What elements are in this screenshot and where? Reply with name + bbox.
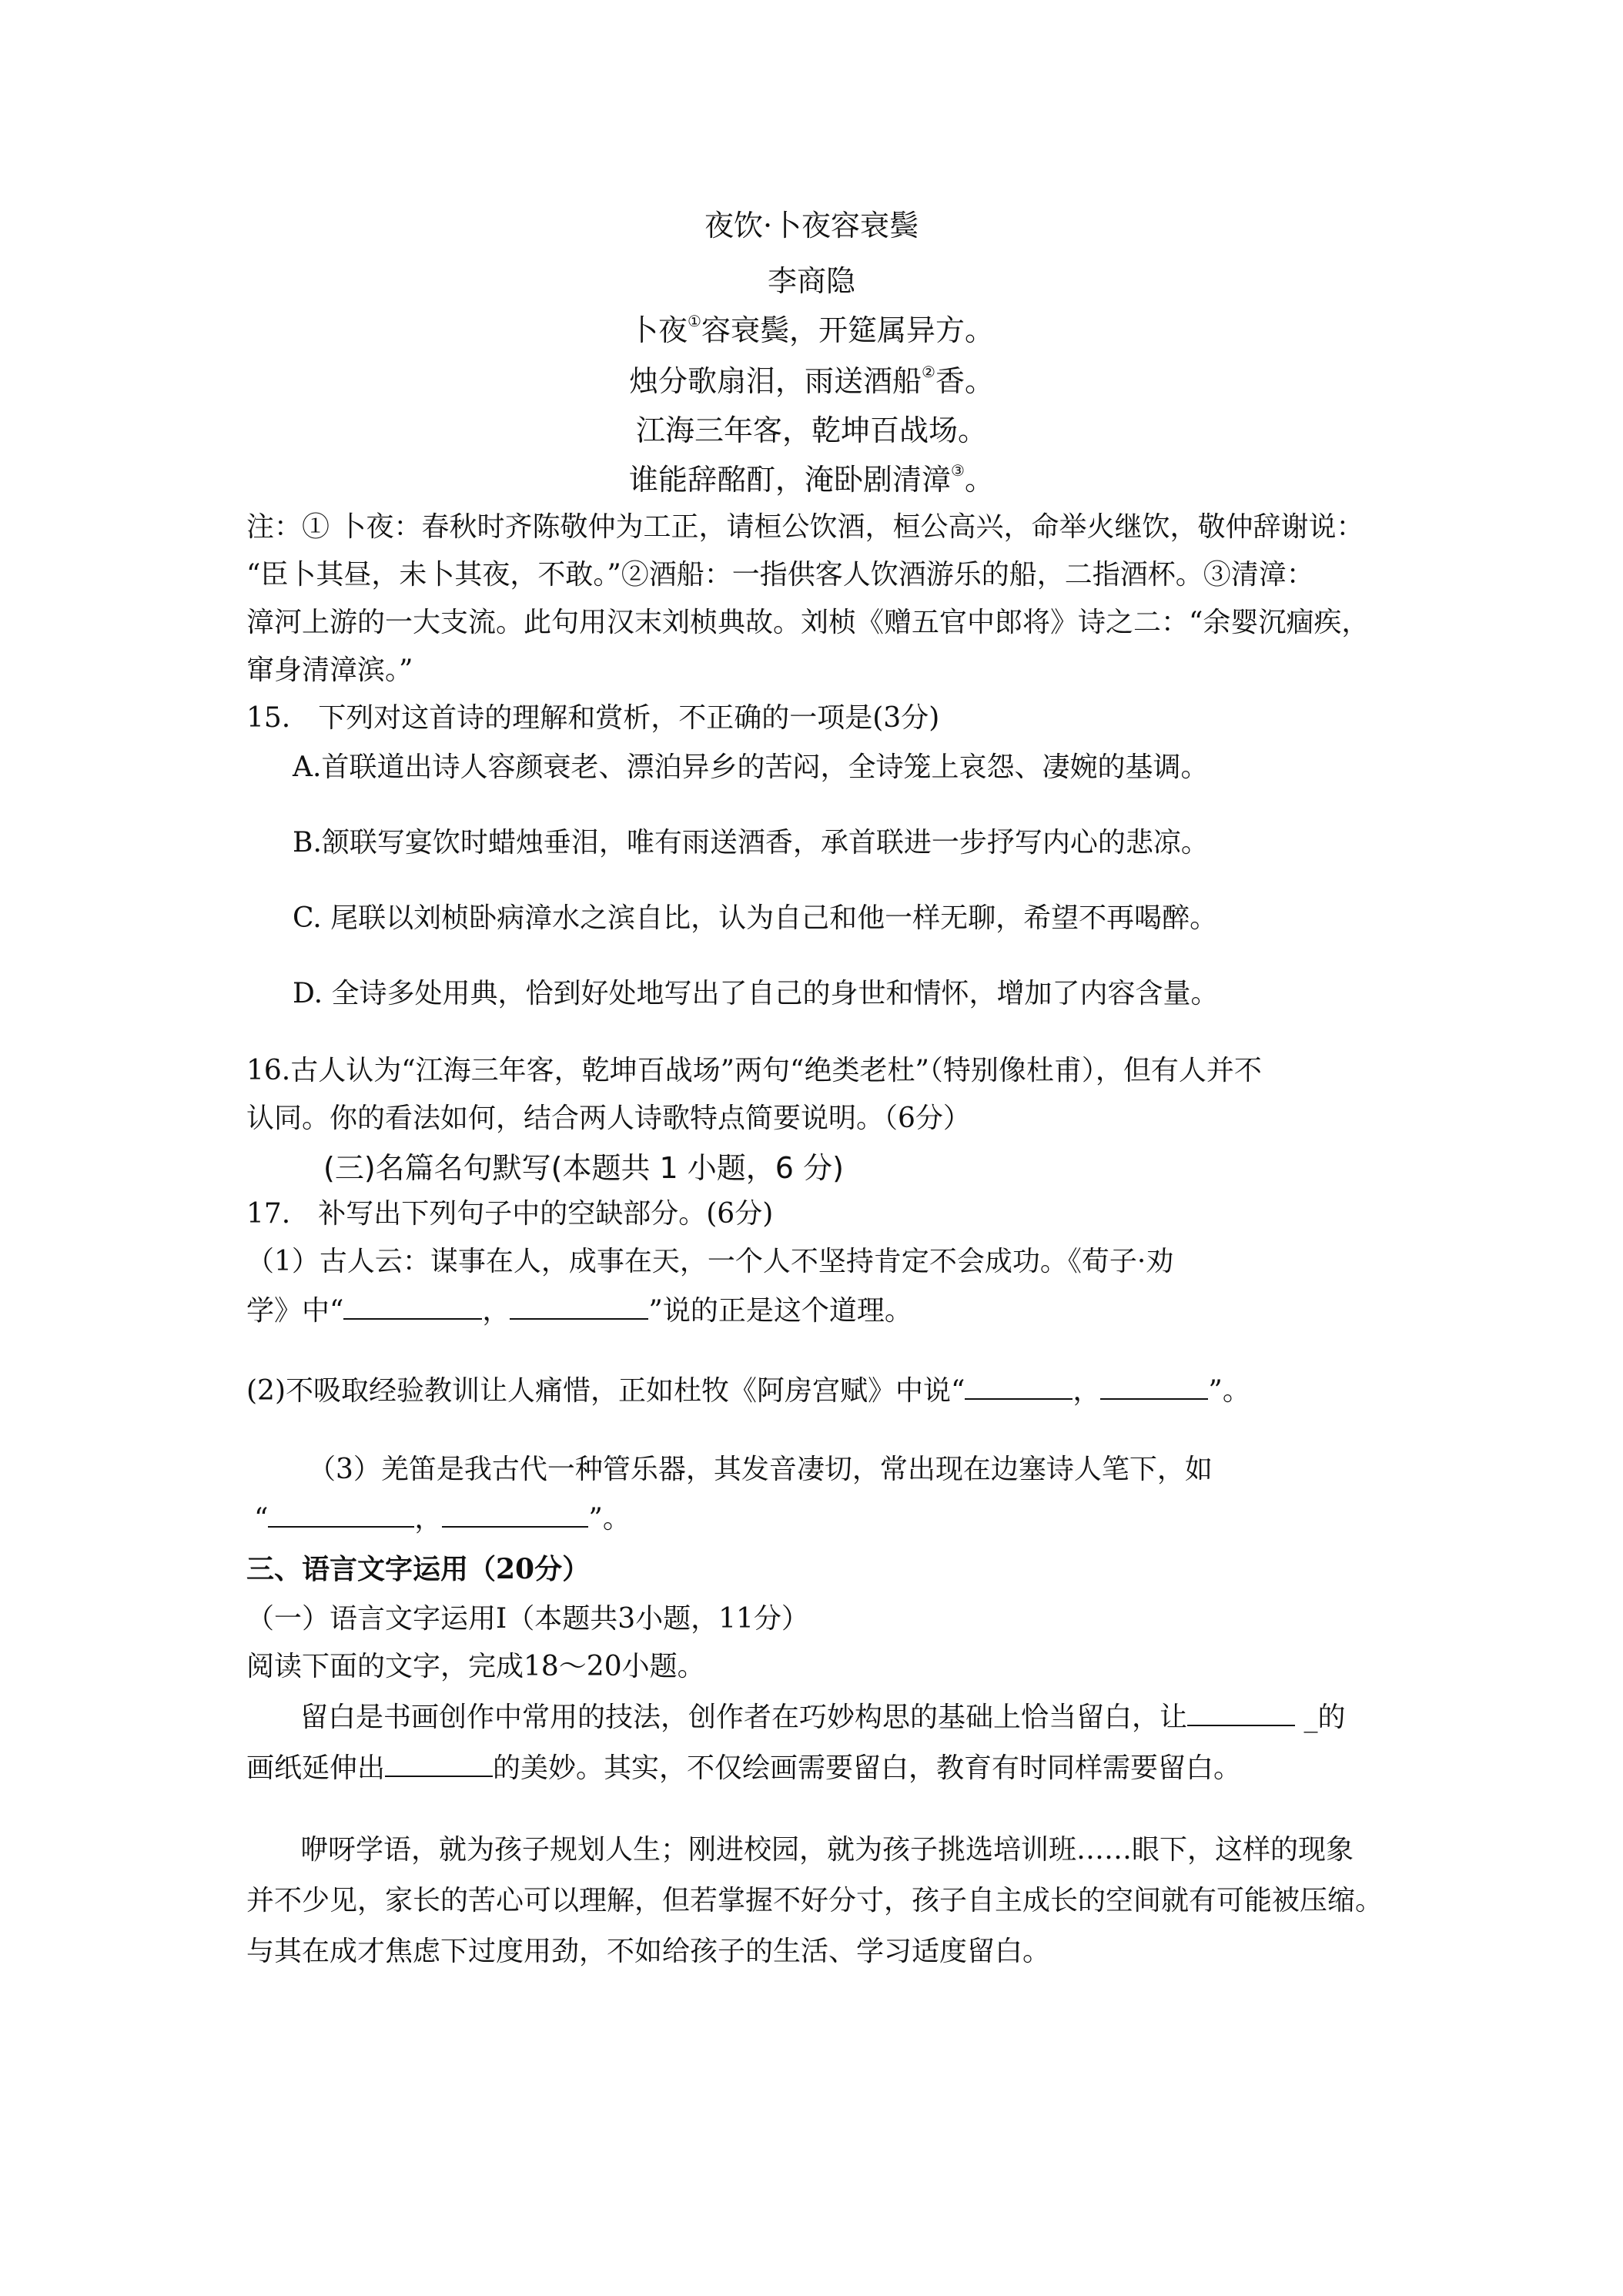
passage-line: 与其在成才焦虑下过度用劲，不如给孩子的生活、学习适度留白。 — [246, 1936, 1051, 1967]
answer-blank — [1187, 1725, 1295, 1726]
answer-blank — [268, 1526, 414, 1528]
question-15-option-b: B.颔联写宴饮时蜡烛垂泪，唯有雨送酒香，承首联进一步抒写内心的悲凉。 — [293, 827, 1209, 858]
passage-line: 并不少见，家长的苦心可以理解，但若掌握不好分寸，孩子自主成长的空间就有可能被压缩。 — [246, 1885, 1384, 1916]
question-16-line: 认同。你的看法如何，结合两人诗歌特点简要说明。（6分） — [246, 1103, 971, 1134]
question-17-1-line: （1）古人云：谋事在人，成事在天，一个人不坚持肯定不会成功。《荀子·劝 — [246, 1246, 1174, 1277]
answer-blank — [385, 1776, 493, 1777]
note-line: 注：① 卜夜：春秋时齐陈敬仲为工正，请桓公饮酒，桓公高兴，命举火继饮，敬仲辞谢说： — [246, 511, 1364, 543]
question-17-1-line: 学》中“ ， ”说的正是这个道理。 — [246, 1295, 912, 1327]
part-sub-heading: （一）语言文字运用Ⅰ（本题共3小题，11分） — [246, 1603, 809, 1635]
section-heading: (三)名篇名句默写(本题共 1 小题，6 分) — [323, 1151, 844, 1185]
answer-blank — [965, 1398, 1073, 1400]
passage-line: 画纸延伸出 的美妙。其实，不仅绘画需要留白，教育有时同样需要留白。 — [246, 1752, 1242, 1784]
reading-instruction: 阅读下面的文字，完成18～20小题。 — [246, 1651, 705, 1682]
question-17-3-line: “ ， ”。 — [254, 1503, 631, 1535]
passage-line: 留白是书画创作中常用的技法，创作者在巧妙构思的基础上恰当留白，让 _的 — [300, 1702, 1346, 1733]
note-line: 窜身清漳滨。” — [246, 654, 413, 686]
poem-title: 夜饮·卜夜容衰鬓 — [704, 209, 919, 243]
question-17-stem: 17. 补写出下列句子中的空缺部分。(6分) — [246, 1198, 774, 1230]
question-17-2-line: (2)不吸取经验教训让人痛惜，正如杜牧《阿房宫赋》中说“ ， ”。 — [246, 1375, 1250, 1407]
question-15-option-c: C. 尾联以刘桢卧病漳水之滨自比，认为自己和他一样无聊，希望不再喝醉。 — [293, 902, 1218, 934]
poem-author: 李商隐 — [767, 264, 855, 298]
question-15-option-d: D. 全诗多处用典，恰到好处地写出了自己的身世和情怀，增加了内容含量。 — [293, 978, 1219, 1009]
poem-line-1: 卜夜①容衰鬓，开筵属异方。 — [629, 312, 994, 347]
answer-blank — [343, 1318, 482, 1320]
answer-blank — [1100, 1398, 1208, 1400]
poem-line-2: 烛分歌扇泪，雨送酒船②香。 — [629, 363, 994, 398]
part-heading: 三、语言文字运用（20分） — [246, 1553, 591, 1585]
question-15-option-a: A.首联道出诗人容颜衰老、漂泊异乡的苦闷，全诗笼上哀怨、凄婉的基调。 — [293, 751, 1209, 783]
passage-line: 咿呀学语，就为孩子规划人生；刚进校园，就为孩子挑选培训班……眼下，这样的现象 — [300, 1834, 1354, 1866]
answer-blank — [510, 1318, 648, 1320]
question-15-stem: 15. 下列对这首诗的理解和赏析，不正确的一项是(3分) — [246, 702, 940, 734]
note-line: “臣卜其昼，未卜其夜，不敢。”②酒船：一指供客人饮酒游乐的船，二指酒杯。③清漳： — [246, 559, 1314, 591]
answer-blank — [442, 1526, 588, 1528]
question-16-line: 16.古人认为“江海三年客，乾坤百战场”两句“绝类老杜”（特别像杜甫），但有人并不 — [246, 1055, 1262, 1086]
poem-line-3: 江海三年客，乾坤百战场。 — [635, 413, 987, 447]
note-line: 漳河上游的一大支流。此句用汉末刘桢典故。刘桢《赠五官中郎将》诗之二：“余婴沉痼疾， — [246, 607, 1370, 638]
question-17-3-line: （3）羌笛是我古代一种管乐器，其发音凄切，常出现在边塞诗人笔下，如 — [308, 1454, 1213, 1485]
poem-line-4: 谁能辞酩酊，淹卧剧清漳③。 — [629, 461, 994, 497]
